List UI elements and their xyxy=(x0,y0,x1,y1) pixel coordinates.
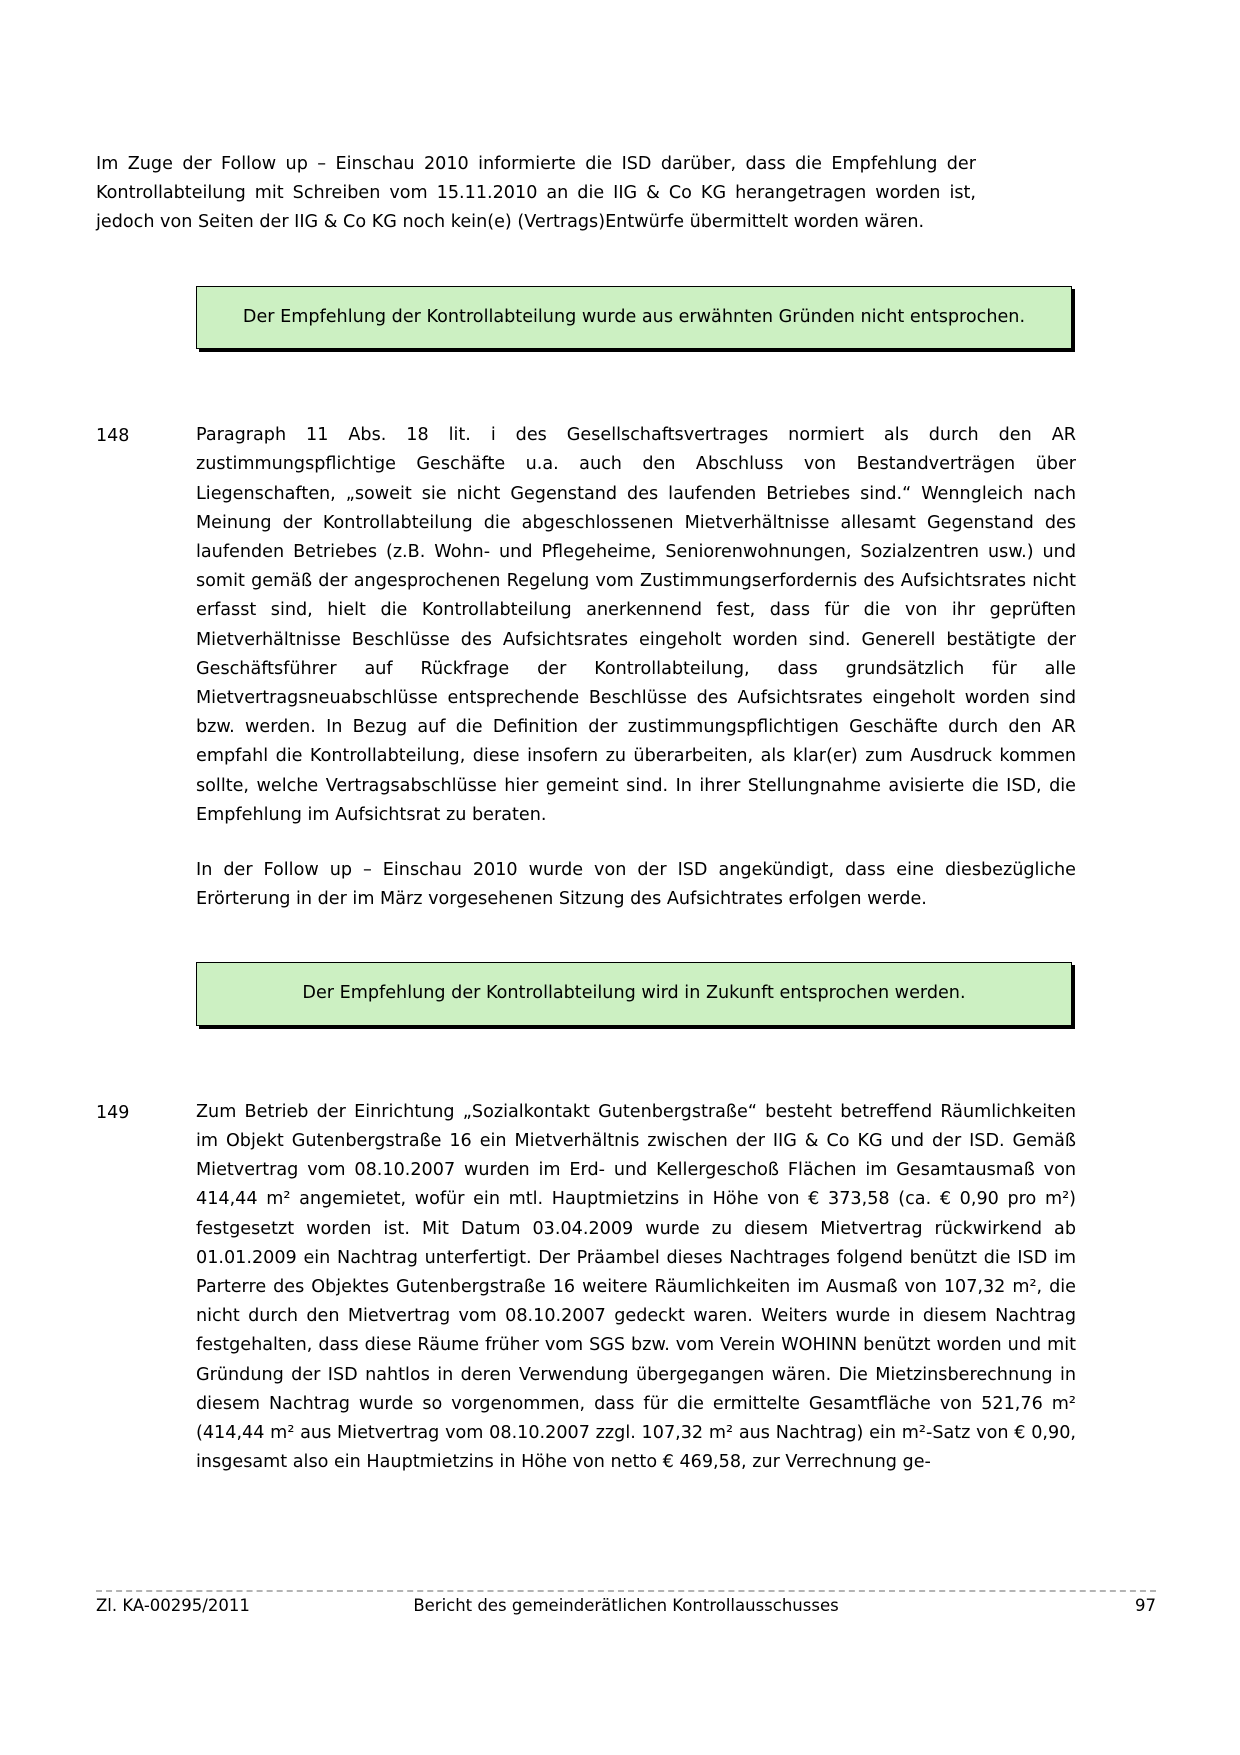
margin-number-148: 148 xyxy=(96,426,130,447)
footer-divider xyxy=(96,1590,1156,1592)
margin-number-149: 149 xyxy=(96,1102,130,1123)
recommendation-callout-2: Der Empfehlung der Kontrollabteilung wird in Zukunft entsprochen werden. xyxy=(196,962,1072,1026)
section-148-body xyxy=(196,421,1076,914)
intro-paragraph: Im Zuge der Follow up – Einschau 2010 informierte die ISD darüber, dass die Empfehlung der Kontrollabteilung mit Schreiben vom 15.11.2010 an die IIG & Co KG herangetragen worden ist, jedoch von Seiten der IIG & Co KG noch kein(e) (Vertrags)Entwürfe übermittelt worden wären. xyxy=(96,154,976,233)
section-149 xyxy=(96,1098,1156,1478)
paragraph: Zum Betrieb der Einrichtung „Sozialkontakt Gutenbergstraße“ besteht betreffend Räumlichkeiten im Objekt Gutenbergstraße 16 ein Mietverhältnis zwischen der IIG & Co KG und der ISD. Gemäß Mietvertrag vom 08.10.2007 wurden im Erd- und Kellergeschoß Flächen im Gesamtausmaß von 414,44 m² angemietet, wofür ein mtl. Hauptmietzins in Höhe von € 373,58 (ca. € 0,90 pro m²) festgesetzt worden ist. Mit Datum 03.04.2009 wurde zu diesem Mietvertrag rückwirkend ab 01.01.2009 ein Nachtrag unterfertigt. Der Präambel dieses Nachtrages folgend benützt die ISD im Parterre des Objektes Gutenbergstraße 16 weitere Räumlichkeiten im Ausmaß von 107,32 m², die nicht durch den Mietvertrag vom 08.10.2007 gedeckt waren. Weiters wurde in diesem Nachtrag festgehalten, dass diese Räume früher vom SGS bzw. vom Verein WOHINN benützt worden und mit Gründung der ISD nahtlos in deren Verwendung übergegangen wären. Die Mietzinsberechnung in diesem Nachtrag wurde so vorgenommen, dass für die ermittelte Gesamtfläche von 521,76 m² (414,44 m² aus Mietvertrag vom 08.10.2007 zzgl. 107,32 m² aus Nachtrag) ein m²-Satz von € 0,90, insgesamt also ein Hauptmietzins in Höhe von netto € 469,58, zur Verrechnung ge- xyxy=(196,1101,1076,1473)
footer-row xyxy=(96,1596,1156,1615)
paragraph: Paragraph 11 Abs. 18 lit. i des Gesellschaftsvertrages normiert als durch den AR zustimmungspflichtige Geschäfte u.a. auch den Abschluss von Bestandverträgen über Liegenschaften, „soweit sie nicht Gegenstand des laufenden Betriebes sind.“ Wenngleich nach Meinung der Kontrollabteilung die abgeschlossenen Mietverhältnisse allesamt Gegenstand des laufenden Betriebes (z.B. Wohn- und Pflegeheime, Seniorenwohnungen, Sozialzentren usw.) und somit gemäß der angesprochenen Regelung vom Zustimmungserfordernis des Aufsichtsrates nicht erfasst sind, hielt die Kontrollabteilung anerkennend fest, dass für die von ihr geprüften Mietverhältnisse Beschlüsse des Aufsichtsrates eingeholt worden sind. Generell bestätigte der Geschäftsführer auf Rückfrage der Kontrollabteilung, dass grundsätzlich für alle Mietvertragsneuabschlüsse entsprechende Beschlüsse des Aufsichtsrates eingeholt worden sind bzw. werden. In Bezug auf die Definition der zustimmungspflichtigen Geschäfte durch den AR empfahl die Kontrollabteilung, diese insofern zu überarbeiten, als klar(er) zum Ausdruck kommen sollte, welche Vertragsabschlüsse hier gemeint sind. In ihrer Stellungnahme avisierte die ISD, die Empfehlung im Aufsichtsrat zu beraten. xyxy=(196,425,1076,825)
spacer xyxy=(96,349,1156,421)
page-content xyxy=(96,150,1156,1478)
footer-reference-number: Zl. KA-00295/2011 xyxy=(96,1596,250,1615)
page-footer xyxy=(96,1590,1156,1630)
footer-center-text: Bericht des gemeinderätlichen Kontrollausschusses xyxy=(413,1596,839,1615)
spacer xyxy=(96,914,1156,962)
recommendation-callout-1: Der Empfehlung der Kontrollabteilung wurde aus erwähnten Gründen nicht entsprochen. xyxy=(196,286,1072,350)
section-148 xyxy=(96,421,1156,914)
spacer xyxy=(96,238,1156,286)
paragraph: In der Follow up – Einschau 2010 wurde von der ISD angekündigt, dass eine diesbezügliche Erörterung in der im März vorgesehenen Sitzung des Aufsichtrates erfolgen werde. xyxy=(196,859,1076,910)
footer-page-number: 97 xyxy=(1135,1596,1156,1615)
section-149-body xyxy=(196,1098,1076,1478)
spacer xyxy=(96,1026,1156,1098)
